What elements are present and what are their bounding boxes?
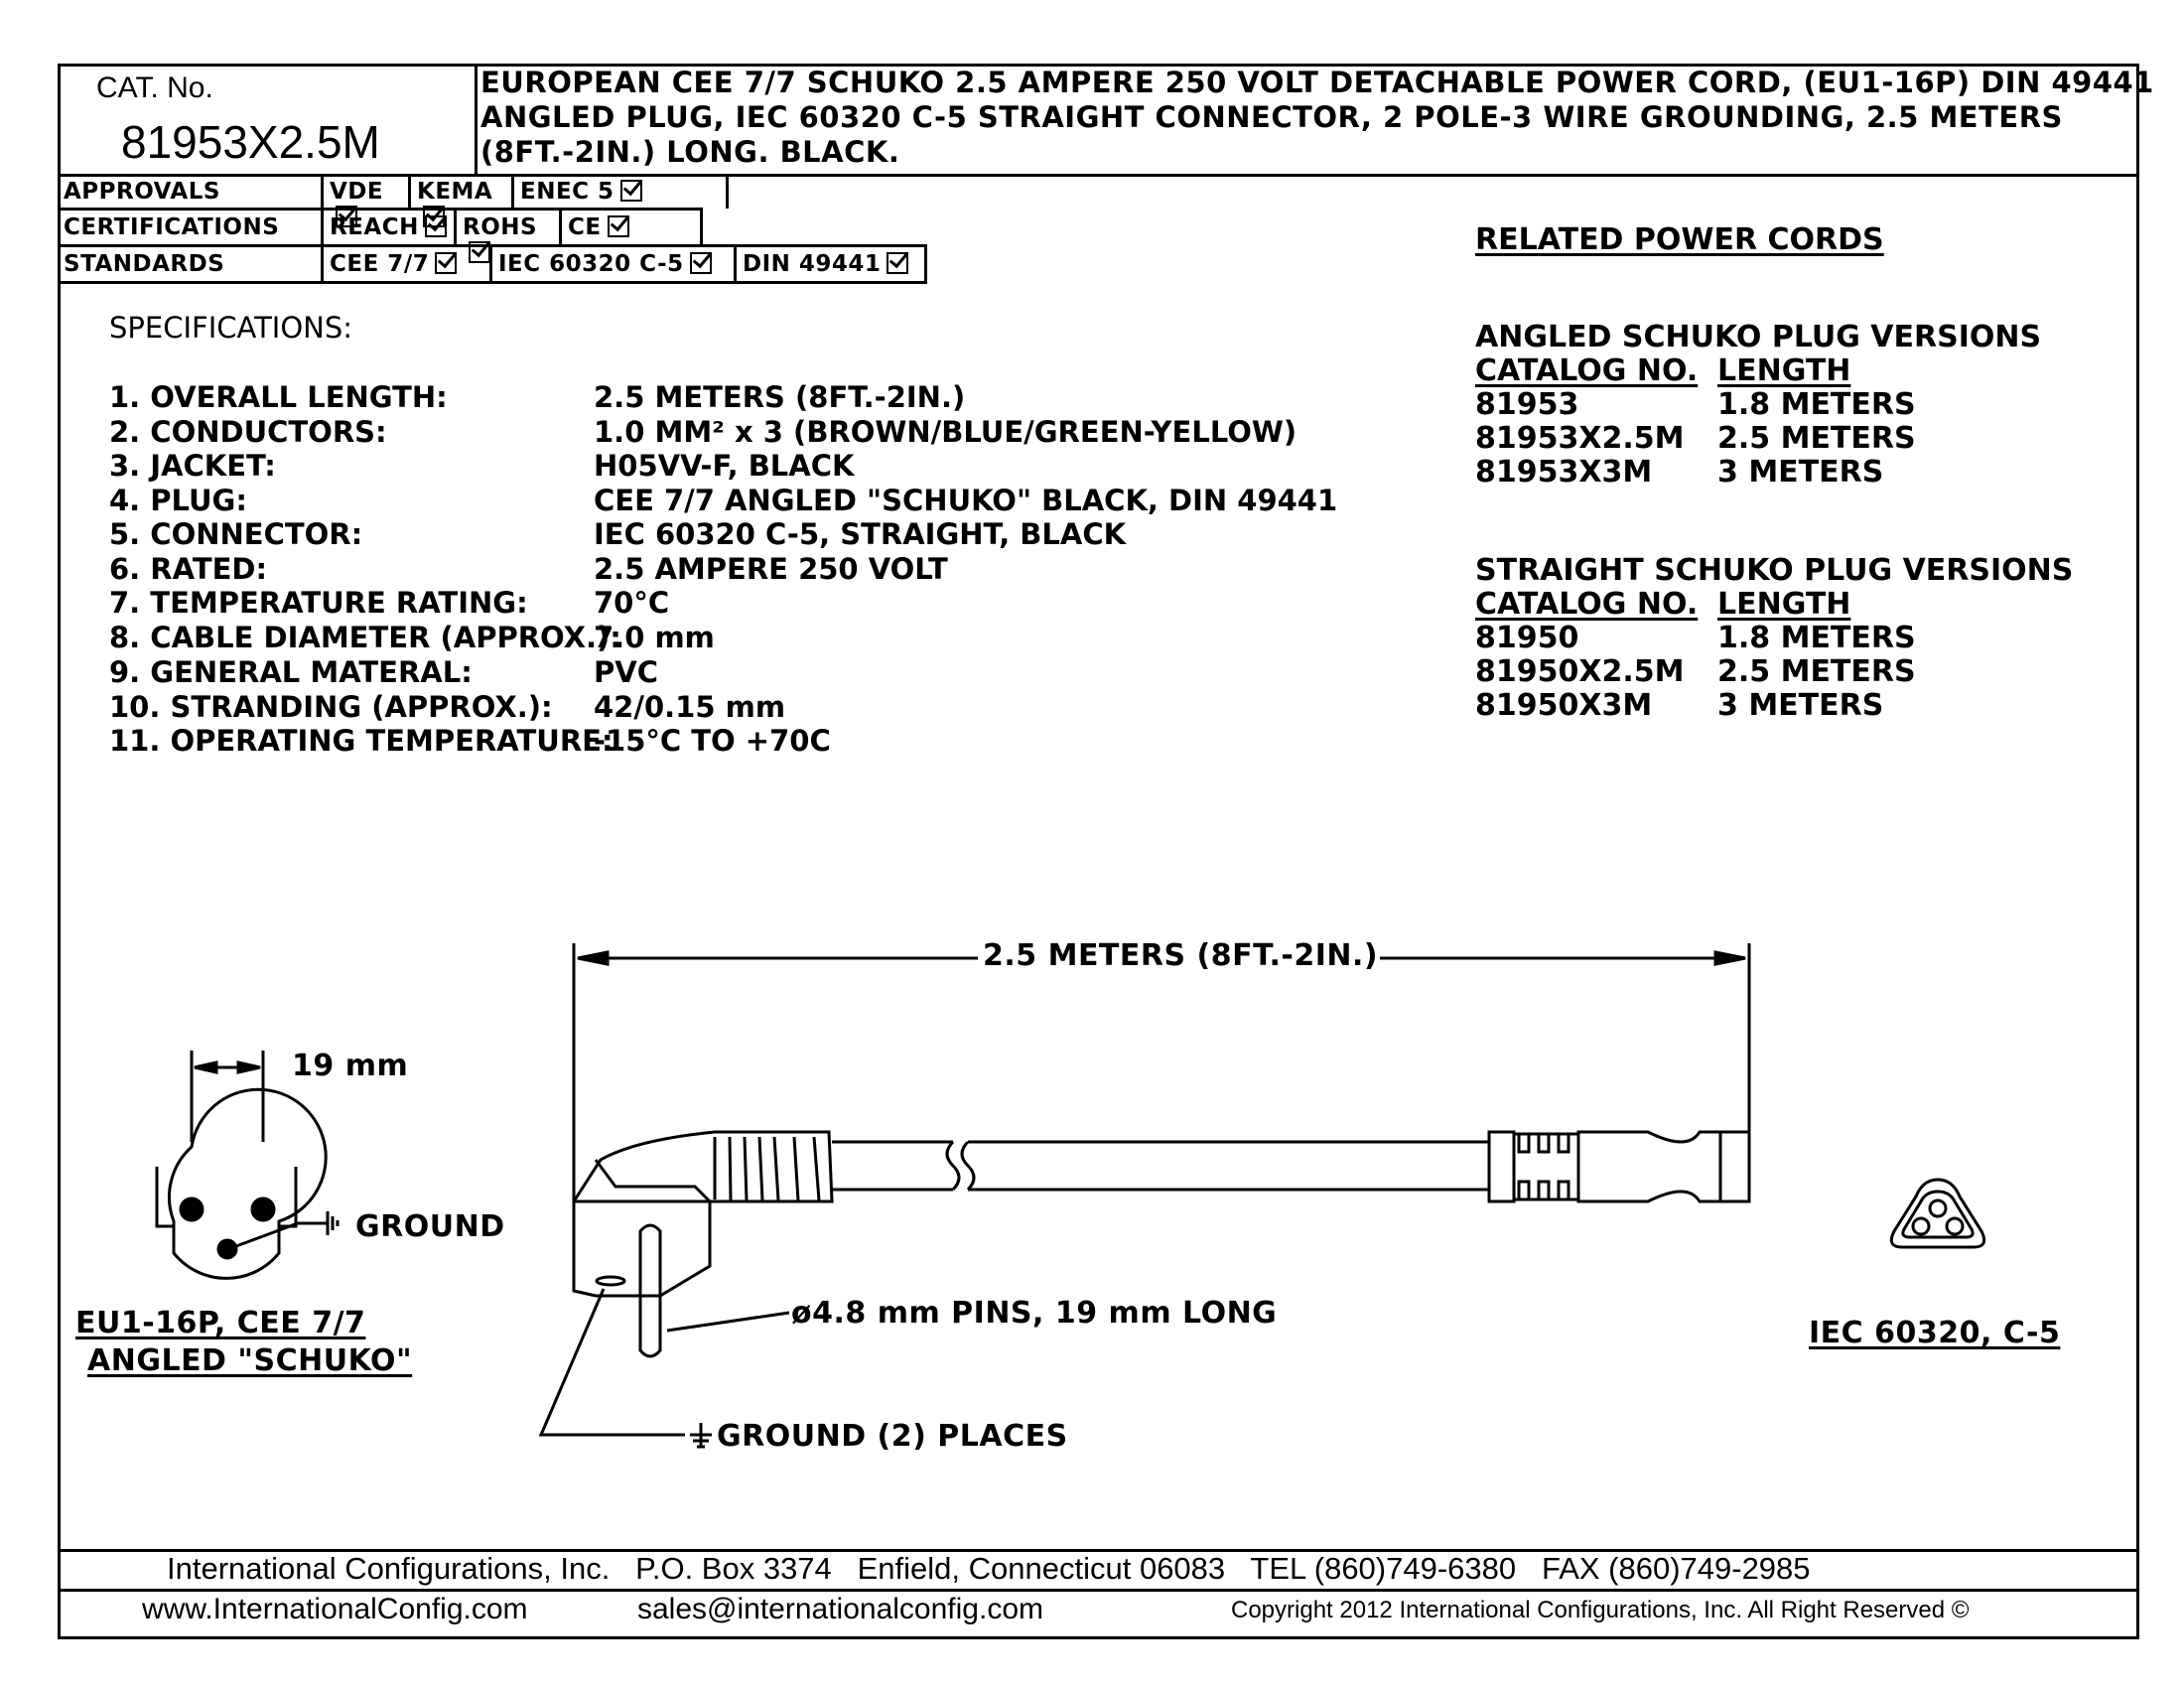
plug-pin-right bbox=[252, 1198, 274, 1220]
related-length: 1.8 METERS bbox=[1717, 387, 1916, 422]
related-group-title: ANGLED SCHUKO PLUG VERSIONS bbox=[1475, 320, 2042, 354]
spec-label: 9. GENERAL MATERAL: bbox=[109, 655, 473, 689]
related-length: 3 METERS bbox=[1717, 688, 1884, 723]
spec-label: 2. CONDUCTORS: bbox=[109, 415, 387, 449]
related-col-length: LENGTH bbox=[1717, 587, 1851, 622]
dimension-arrow-left bbox=[578, 952, 608, 964]
cat-label: CAT. No. bbox=[96, 71, 213, 104]
approvals-label: APPROVALS bbox=[58, 175, 324, 209]
ground-places-label: GROUND (2) PLACES bbox=[717, 1419, 1068, 1454]
spec-value: -15°C TO +70C bbox=[594, 724, 831, 758]
spec-label: 5. CONNECTOR: bbox=[109, 517, 363, 551]
std-din: DIN 49441 bbox=[737, 247, 927, 283]
certifications-label: CERTIFICATIONS bbox=[58, 211, 324, 246]
spec-value: 42/0.15 mm bbox=[594, 690, 786, 724]
cat-number: 81953X2.5M bbox=[121, 116, 380, 168]
spec-value: H05VV-F, BLACK bbox=[594, 449, 855, 483]
plug-ground-label: GROUND bbox=[355, 1209, 505, 1244]
title-line-1: EUROPEAN CEE 7/7 SCHUKO 2.5 AMPERE 250 VOLT DETACHABLE POWER CORD, (EU1-16P) DIN 49441 bbox=[480, 66, 2154, 99]
copyright-notice: Copyright 2012 International Configurations, Inc. All Right Reserved © bbox=[1231, 1597, 1970, 1623]
spec-label: 6. RATED: bbox=[109, 552, 268, 586]
connector-body bbox=[1578, 1132, 1749, 1201]
related-catalog-no: 81950X3M bbox=[1475, 688, 1653, 723]
spec-label: 8. CABLE DIAMETER (APPROX.): bbox=[109, 621, 621, 654]
spec-value: 2.5 AMPERE 250 VOLT bbox=[594, 552, 948, 586]
related-col-catalog: CATALOG NO. bbox=[1475, 587, 1699, 622]
email-link[interactable]: sales@internationalconfig.com bbox=[637, 1593, 1043, 1625]
pin-spacing-dimension: 19 mm bbox=[292, 1049, 409, 1083]
spec-label: 11. OPERATING TEMPERATURE: bbox=[109, 724, 614, 758]
approval-enec: ENEC 5 bbox=[514, 175, 729, 209]
approval-vde: VDE bbox=[324, 175, 411, 209]
spec-value: 70°C bbox=[594, 586, 670, 620]
connector-caption: IEC 60320, C-5 bbox=[1809, 1316, 2061, 1350]
plug-caption-line-2: ANGLED "SCHUKO" bbox=[87, 1343, 413, 1378]
plug-pin-left bbox=[181, 1198, 203, 1220]
spec-label: 4. PLUG: bbox=[109, 484, 247, 517]
spec-value: PVC bbox=[594, 655, 658, 689]
spec-label: 3. JACKET: bbox=[109, 449, 276, 483]
related-catalog-no: 81953X3M bbox=[1475, 455, 1653, 490]
related-catalog-no: 81953 bbox=[1475, 387, 1579, 422]
cert-reach: REACH bbox=[324, 211, 457, 246]
cert-rohs: ROHS bbox=[457, 211, 562, 246]
standards-label: STANDARDS bbox=[58, 247, 324, 283]
related-catalog-no: 81950X2.5M bbox=[1475, 654, 1685, 689]
company-address-line: International Configurations, Inc. P.O. Box 3374 Enfield, Connecticut 06083 TEL (860)749-6380 FAX (860)749-2985 bbox=[167, 1551, 1811, 1586]
spec-value: CEE 7/7 ANGLED "SCHUKO" BLACK, DIN 49441 bbox=[594, 484, 1338, 517]
dimension-arrow-right bbox=[1715, 952, 1745, 964]
cert-ce: CE bbox=[562, 211, 703, 246]
std-cee: CEE 7/7 bbox=[324, 247, 492, 283]
related-col-length: LENGTH bbox=[1717, 353, 1851, 388]
ground-leader bbox=[541, 1289, 685, 1435]
plug-ground-clip bbox=[218, 1240, 236, 1258]
website-link[interactable]: www.InternationalConfig.com bbox=[142, 1593, 528, 1625]
spec-value: 7.0 mm bbox=[594, 621, 715, 654]
related-length: 2.5 METERS bbox=[1717, 421, 1916, 456]
overall-length-dimension: 2.5 METERS (8FT.-2IN.) bbox=[983, 938, 1379, 973]
related-catalog-no: 81953X2.5M bbox=[1475, 421, 1685, 456]
plug-caption-line-1: EU1-16P, CEE 7/7 bbox=[75, 1306, 366, 1340]
std-iec: IEC 60320 C-5 bbox=[492, 247, 737, 283]
title-line-3: (8FT.-2IN.) LONG. BLACK. bbox=[480, 135, 900, 169]
approval-kema: KEMA bbox=[411, 175, 514, 209]
connector-strain-relief bbox=[1489, 1132, 1514, 1201]
related-group-title: STRAIGHT SCHUKO PLUG VERSIONS bbox=[1475, 553, 2074, 588]
related-col-catalog: CATALOG NO. bbox=[1475, 353, 1699, 388]
related-length: 2.5 METERS bbox=[1717, 654, 1916, 689]
related-length: 3 METERS bbox=[1717, 455, 1884, 490]
pins-leader bbox=[667, 1313, 789, 1331]
spec-label: 1. OVERALL LENGTH: bbox=[109, 380, 448, 414]
related-length: 1.8 METERS bbox=[1717, 621, 1916, 655]
title-line-2: ANGLED PLUG, IEC 60320 C-5 STRAIGHT CONNECTOR, 2 POLE-3 WIRE GROUNDING, 2.5 METERS bbox=[480, 100, 2063, 134]
spec-value: 2.5 METERS (8FT.-2IN.) bbox=[594, 380, 966, 414]
spec-label: 10. STRANDING (APPROX.): bbox=[109, 690, 553, 724]
plug-pin-side bbox=[640, 1225, 660, 1356]
footer-mid-rule bbox=[58, 1589, 2139, 1592]
spec-value: 1.0 MM² x 3 (BROWN/BLUE/GREEN-YELLOW) bbox=[594, 415, 1297, 449]
spec-value: IEC 60320 C-5, STRAIGHT, BLACK bbox=[594, 517, 1127, 551]
pins-note: ø4.8 mm PINS, 19 mm LONG bbox=[791, 1296, 1278, 1331]
specifications-title: SPECIFICATIONS: bbox=[109, 311, 353, 345]
related-title: RELATED POWER CORDS bbox=[1475, 222, 1884, 257]
spec-label: 7. TEMPERATURE RATING: bbox=[109, 586, 528, 620]
related-catalog-no: 81950 bbox=[1475, 621, 1579, 655]
